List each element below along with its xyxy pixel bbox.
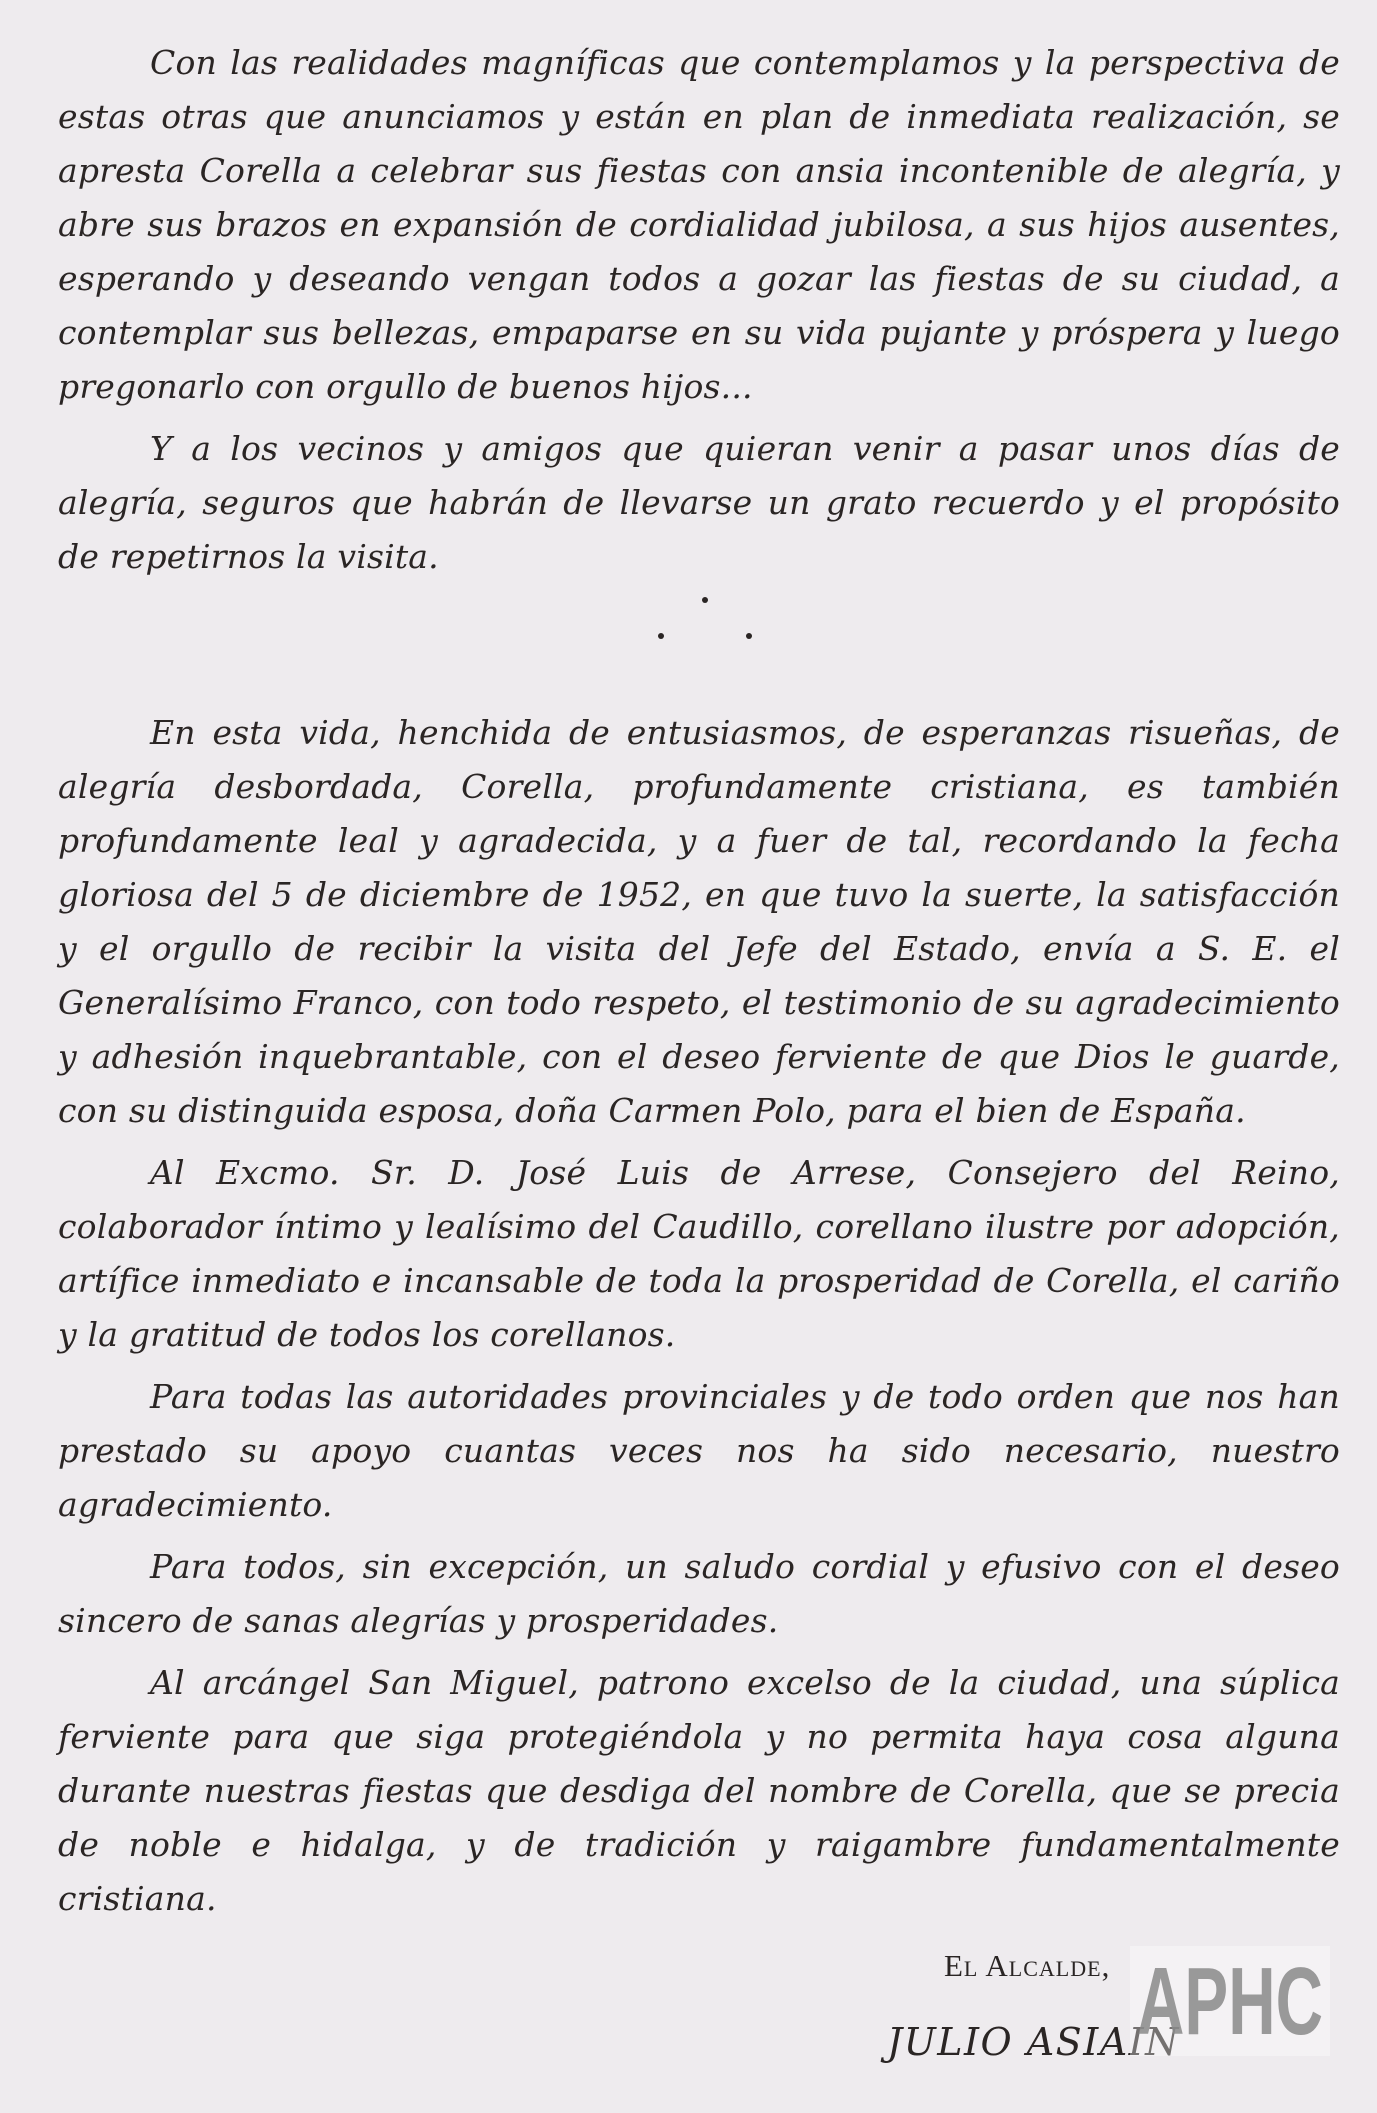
paragraph-jefe-estado: En esta vida, henchida de entusiasmos, de esperanzas risueñas, de alegría desbordada, Corella, profundamente cristiana, es también profundamente leal y agradecida, y a fuer de tal, recordando la fecha gloriosa del 5 de diciembre de 1952, en que tuvo la suerte, la satisfacción y el orgullo de recibir la visita del Jefe del Estado, envía a S. E. el Generalísimo Franco, con todo respeto, el testimonio de su agradecimiento y adhesión inquebrantable, con el deseo ferviente de que Dios le guarde, con su distinguida esposa, doña Carmen Polo, para el bien de España. (58, 713, 1340, 1130)
separator-star-left (658, 633, 664, 639)
paragraph-saludo: Para todos, sin excepción, un saludo cordial y efusivo con el deseo sincero de sanas alegrías y prosperidades. (58, 1547, 1340, 1640)
paragraph-arrese: Al Excmo. Sr. D. José Luis de Arrese, Consejero del Reino, colaborador íntimo y lealísimo del Caudillo, corellano ilustre por adopción, artífice inmediato e incansable de toda la prosperidad de Corella, el cariño y la gratitud de todos los corellanos. (58, 1153, 1340, 1354)
signature-name: JULIO ASIAIN (887, 2020, 1180, 2064)
separator-star-top (702, 597, 708, 603)
paragraph-san-miguel: Al arcángel San Miguel, patrono excelso de la ciudad, una súplica ferviente para que siga protegiéndola y no permita haya cosa alguna durante nuestras fiestas que desdiga del nombre de Corella, que se precia de noble e hidalga, y de tradición y raigambre fundamentalmente cristiana. (58, 1663, 1340, 1918)
paragraph-vecinos: Y a los vecinos y amigos que quieran venir a pasar unos días de alegría, seguros que habrán de llevarse un grato recuerdo y el propósito de repetirnos la visita. (58, 429, 1340, 576)
paragraph-autoridades: Para todas las autoridades provinciales y de todo orden que nos han prestado su apoyo cuantas veces nos ha sido necesario, nuestro agradecimiento. (58, 1377, 1340, 1524)
section-one (58, 36, 1340, 584)
paragraph-fiestas: Con las realidades magníficas que contemplamos y la perspectiva de estas otras que anunciamos y están en plan de inmediata realización, se apresta Corella a celebrar sus fiestas con ansia incontenible de alegría, y abre sus brazos en expansión de cordialidad jubilosa, a sus hijos ausentes, esperando y deseando vengan todos a gozar las fiestas de su ciudad, a contemplar sus bellezas, empaparse en su vida pujante y próspera y luego pregonarlo con orgullo de buenos hijos... (58, 43, 1340, 406)
signature-title: El Alcalde, (944, 1948, 1111, 1983)
asterism-separator (650, 597, 760, 647)
aphc-watermark-logo (1130, 1946, 1330, 2056)
watermark-text: APHC (1137, 1948, 1323, 2055)
separator-star-right (746, 633, 752, 639)
section-two (58, 706, 1340, 1926)
